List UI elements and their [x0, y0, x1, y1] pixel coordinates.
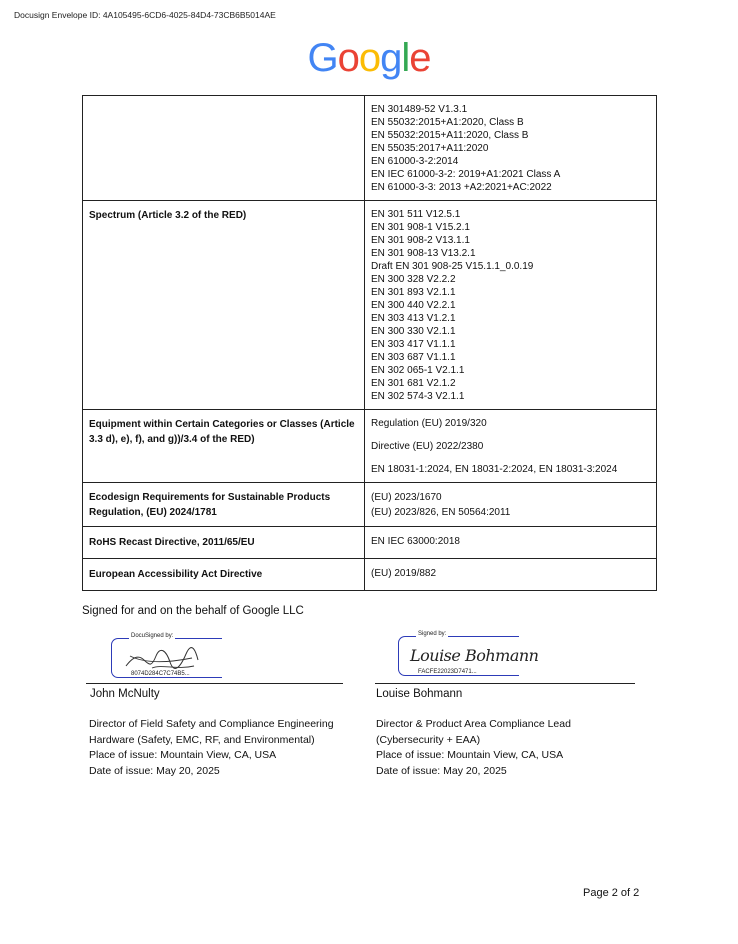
signature-scribble: [122, 644, 202, 674]
standard-item: (EU) 2019/882: [371, 568, 437, 579]
signature-hash: 8074D284C7C74B5...: [131, 671, 190, 677]
date-of-issue: Date of issue: May 20, 2025: [376, 764, 507, 777]
standards-list: [365, 96, 657, 201]
standards-list: [365, 527, 657, 559]
signer-title: Director & Product Area Compliance Lead: [376, 718, 571, 730]
standard-item: EN 301489-52 V1.3.1: [371, 104, 468, 115]
standards-list: [365, 483, 657, 527]
logo-letter: g: [380, 36, 402, 80]
standard-item: EN 300 328 V2.2.2: [371, 274, 456, 285]
standard-item: EN 55035:2017+A11:2020: [371, 143, 489, 154]
signer-title: Director of Field Safety and Compliance Engineering: [89, 718, 334, 730]
table-row: [83, 527, 657, 559]
signer-title: Hardware (Safety, EMC, RF, and Environmental): [89, 733, 315, 746]
date-of-issue: Date of issue: May 20, 2025: [89, 764, 220, 777]
docusign-tag: Signed by:: [418, 631, 447, 637]
standard-item: EN 301 908-13 V13.2.1: [371, 248, 476, 259]
standard-item: EN 301 681 V2.1.2: [371, 378, 456, 389]
signature-line: [375, 683, 635, 684]
docusign-tag: DocuSigned by:: [131, 633, 174, 639]
standard-item: EN 302 065-1 V2.1.1: [371, 365, 465, 376]
standard-item: EN 300 330 V2.1.1: [371, 326, 456, 337]
google-logo: [0, 36, 738, 81]
logo-letter: l: [401, 36, 410, 80]
directive-label: RoHS Recast Directive, 2011/65/EU: [83, 527, 365, 559]
standard-item: Regulation (EU) 2019/320: [371, 418, 487, 429]
standard-item: EN IEC 61000-3-2: 2019+A1:2021 Class A: [371, 169, 561, 180]
logo-letter: G: [307, 36, 338, 80]
signature-hash: FACFE22023D7471...: [418, 669, 477, 675]
table-row: [83, 201, 657, 410]
standard-item: EN 301 908-1 V15.2.1: [371, 222, 470, 233]
place-of-issue: Place of issue: Mountain View, CA, USA: [89, 749, 277, 761]
standard-item: EN 61000-3-3: 2013 +A2:2021+AC:2022: [371, 182, 552, 193]
standard-item: EN 301 511 V12.5.1: [371, 209, 461, 220]
standard-item: Directive (EU) 2022/2380: [371, 441, 484, 452]
signer-title: (Cybersecurity + EAA): [376, 733, 481, 746]
logo-letter: e: [409, 36, 431, 80]
logo-letter: o: [358, 36, 381, 80]
signer-details: [89, 717, 334, 779]
directive-label: European Accessibility Act Directive: [83, 559, 365, 591]
logo-letter: o: [337, 36, 359, 80]
signer-name: John McNulty: [90, 688, 160, 700]
standards-list: [365, 201, 657, 410]
standards-list: [365, 410, 657, 483]
place-of-issue: Place of issue: Mountain View, CA, USA: [376, 749, 564, 761]
standard-item: EN 303 687 V1.1.1: [371, 352, 456, 363]
directive-label: Equipment within Certain Categories or Classes (Article 3.3 d), e), f), and g))/3.4 of the RED): [83, 410, 365, 483]
standards-list: [365, 559, 657, 591]
envelope-id: Docusign Envelope ID: 4A105495-6CD6-4025-84D4-73CB6B5014AE: [14, 10, 276, 20]
standards-table: [82, 95, 657, 591]
standard-item: EN 303 413 V1.2.1: [371, 313, 456, 324]
standard-item: EN 302 574-3 V2.1.1: [371, 391, 465, 402]
standard-item: (EU) 2023/1670: [371, 492, 442, 503]
directive-label: Ecodesign Requirements for Sustainable Products Regulation, (EU) 2024/1781: [83, 483, 365, 527]
standard-item: EN IEC 63000:2018: [371, 536, 460, 547]
directive-label: [83, 96, 365, 201]
signature-script: Louise Bohmann: [410, 646, 539, 665]
standard-item: EN 55032:2015+A11:2020, Class B: [371, 130, 529, 141]
table-row: [83, 559, 657, 591]
standard-item: EN 300 440 V2.2.1: [371, 300, 456, 311]
standard-item: (EU) 2023/826, EN 50564:2011: [371, 507, 511, 518]
standard-item: EN 303 417 V1.1.1: [371, 339, 456, 350]
standard-item: EN 61000-3-2:2014: [371, 156, 459, 167]
signed-statement: Signed for and on the behalf of Google LLC: [82, 605, 304, 617]
standard-item: EN 301 908-2 V13.1.1: [371, 235, 470, 246]
standard-item: EN 18031-1:2024, EN 18031-2:2024, EN 18031-3:2024: [371, 464, 618, 475]
table-row: [83, 410, 657, 483]
table-row: [83, 483, 657, 527]
directive-label: Spectrum (Article 3.2 of the RED): [83, 201, 365, 410]
standard-item: Draft EN 301 908-25 V15.1.1_0.0.19: [371, 261, 534, 272]
table-row: [83, 96, 657, 201]
signer-details: [376, 717, 571, 779]
standard-item: EN 55032:2015+A1:2020, Class B: [371, 117, 524, 128]
signature-line: [86, 683, 343, 684]
page-number: Page 2 of 2: [583, 887, 640, 899]
standard-item: EN 301 893 V2.1.1: [371, 287, 456, 298]
signer-name: Louise Bohmann: [376, 688, 463, 700]
